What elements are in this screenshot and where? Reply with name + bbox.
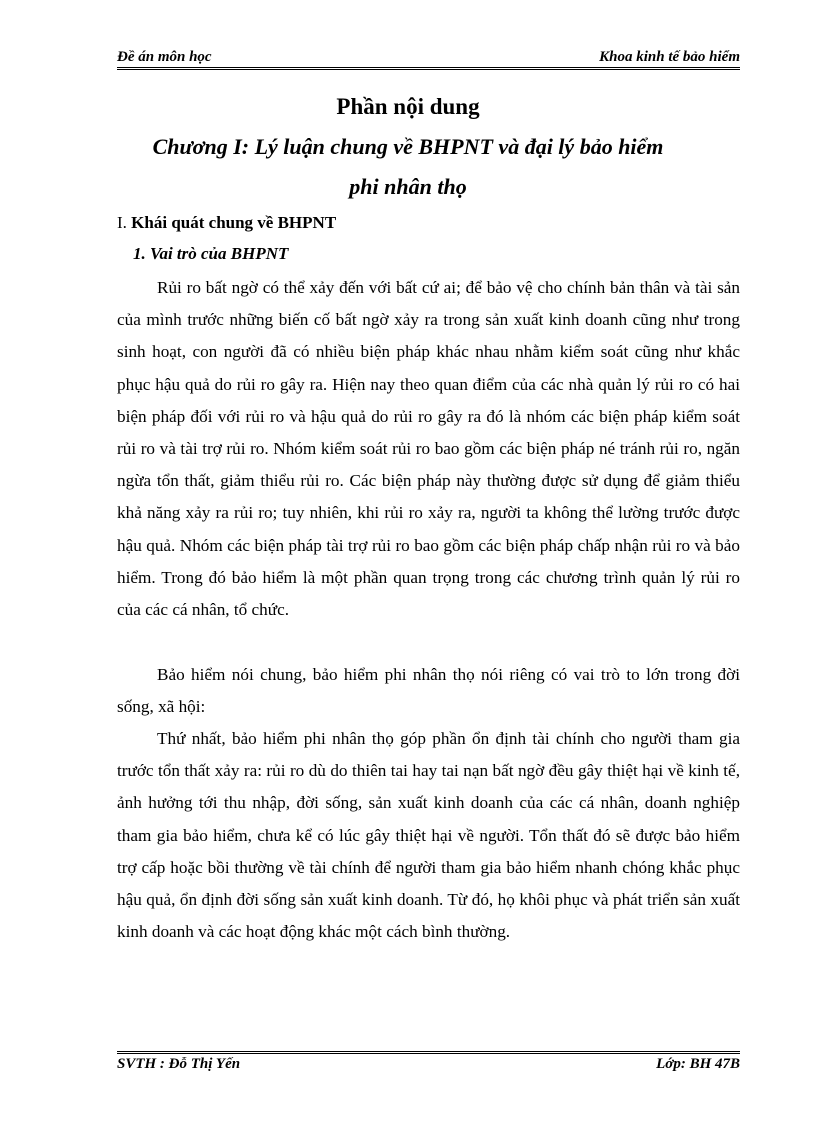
header-course-label: Đề án môn học [117,49,212,65]
paragraph: Rủi ro bất ngờ có thể xảy đến với bất cứ ai; để bảo vệ cho chính bản thân và tài sản của mình trước những biến cố bất ngờ xảy ra trong sản xuất kinh doanh cũng như trong sinh hoạt, con người đã có nhiều biện pháp khác nhau nhằm kiểm soát cũng như khắc phục hậu quả do rủi ro gây ra. Hiện nay theo quan điểm của các nhà quản lý rủi ro có hai biện pháp đối với rủi ro và hậu quả do rủi ro gây ra đó là nhóm các biện pháp kiểm soát rủi ro và tài trợ rủi ro. Nhóm kiểm soát rủi ro bao gồm các biện pháp né tránh rủi ro, ngăn ngừa tổn thất, giảm thiểu rủi ro. Các biện pháp này thường được sử dụng để giảm thiểu khả năng xảy ra rủi ro; tuy nhiên, khi rủi ro xảy ra, người ta không thể lường trước được hậu quả. Nhóm các biện pháp tài trợ rủi ro bao gồm các biện pháp chấp nhận rủi ro và bảo hiểm. Trong đó bảo hiểm là một phần quan trọng trong các chương trình quản lý rủi ro của các cá nhân, tổ chức. [117,278,740,620]
section-title: Khái quát chung về BHPNT [131,213,337,232]
subsection-heading: 1. Vai trò của BHPNT [133,244,289,263]
footer-divider [117,1051,740,1054]
paragraph: Thứ nhất, bảo hiểm phi nhân thọ góp phần ổn định tài chính cho người tham gia trước tổn thất xảy ra: rủi ro dù do thiên tai hay tai nạn bất ngờ đều gây thiệt hại về kinh tế, ảnh hưởng tới thu nhập, đời sống, sản xuất kinh doanh của các cá nhân, doanh nghiệp tham gia bảo hiểm, chưa kể có lúc gây thiệt hại về người. Tổn thất đó sẽ được bảo hiểm trợ cấp hoặc bồi thường về tài chính để người tham gia bảo hiểm nhanh chóng khắc phục hậu quả, ổn định đời sống sản xuất kinh doanh. Từ đó, họ khôi phục và phát triển sản xuất kinh doanh và các hoạt động khác một cách bình thường. [117,729,740,942]
part-title: Phần nội dung [336,94,480,119]
footer-class-label: Lớp: BH 47B [656,1056,740,1072]
header-divider [117,67,740,70]
section-number: I. [117,213,127,232]
paragraph: Bảo hiểm nói chung, bảo hiểm phi nhân thọ nói riêng có vai trò to lớn trong đời sống, xã hội: [117,665,740,717]
chapter-title: Chương I: Lý luận chung về BHPNT và đại lý bảo hiểm [152,134,664,159]
page-header [117,47,740,69]
footer-student-label: SVTH : Đỗ Thị Yến [117,1056,241,1072]
section-heading [117,213,336,233]
page-footer [117,1056,740,1078]
header-faculty-label: Khoa kinh tế bảo hiểm [599,49,740,65]
chapter-title-continued: phi nhân thọ [349,174,467,199]
